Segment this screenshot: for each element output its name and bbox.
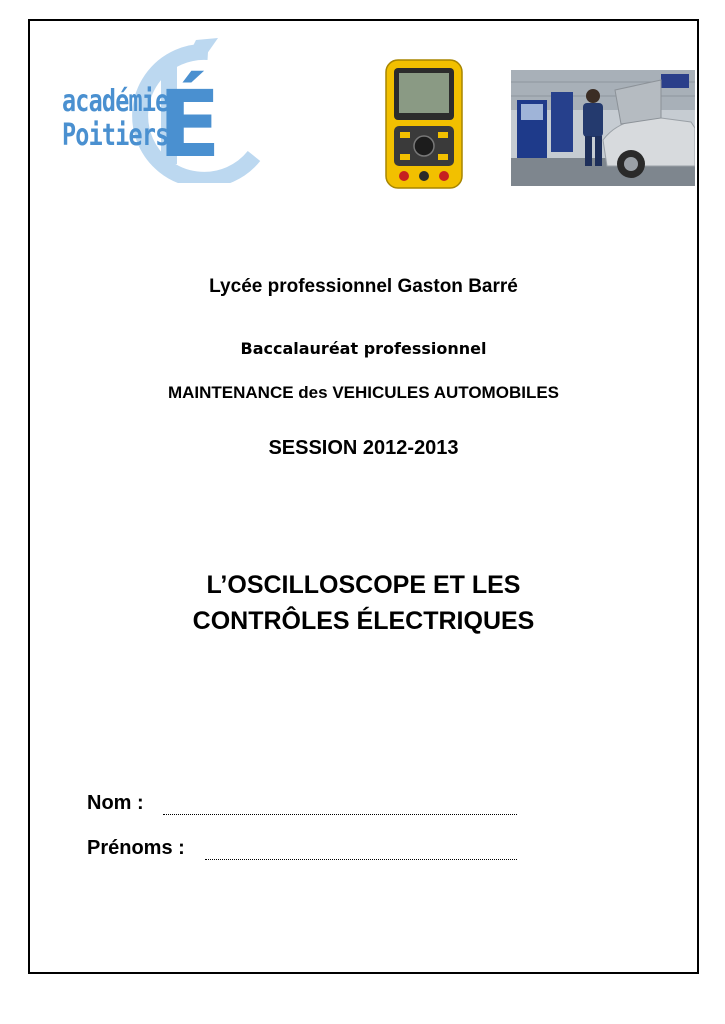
nom-blank-line[interactable] (163, 814, 517, 815)
logo-e-letter: É (158, 71, 221, 178)
oscilloscope-device-image (380, 52, 468, 194)
garage-workshop-photo (511, 70, 695, 186)
academie-poitiers-logo (58, 38, 268, 183)
title-line-1: L’OSCILLOSCOPE ET LES (206, 571, 521, 599)
logo-line-1: académie (62, 84, 169, 119)
specialty-name: MAINTENANCE des VEHICULES AUTOMOBILES (167, 383, 560, 402)
title-line-2: CONTRÔLES ÉLECTRIQUES (192, 607, 535, 635)
prenoms-label: Prénoms : (87, 837, 185, 859)
prenoms-blank-line[interactable] (205, 859, 517, 860)
nom-field (87, 792, 144, 815)
diploma-name: Baccalauréat professionnel (240, 339, 487, 358)
school-name: Lycée professionnel Gaston Barré (209, 276, 518, 297)
nom-label: Nom : (87, 792, 144, 814)
session-label: SESSION 2012-2013 (268, 437, 459, 459)
prenoms-field (87, 837, 185, 860)
document-title (28, 567, 699, 639)
logo-line-2: Poitiers (62, 118, 169, 153)
